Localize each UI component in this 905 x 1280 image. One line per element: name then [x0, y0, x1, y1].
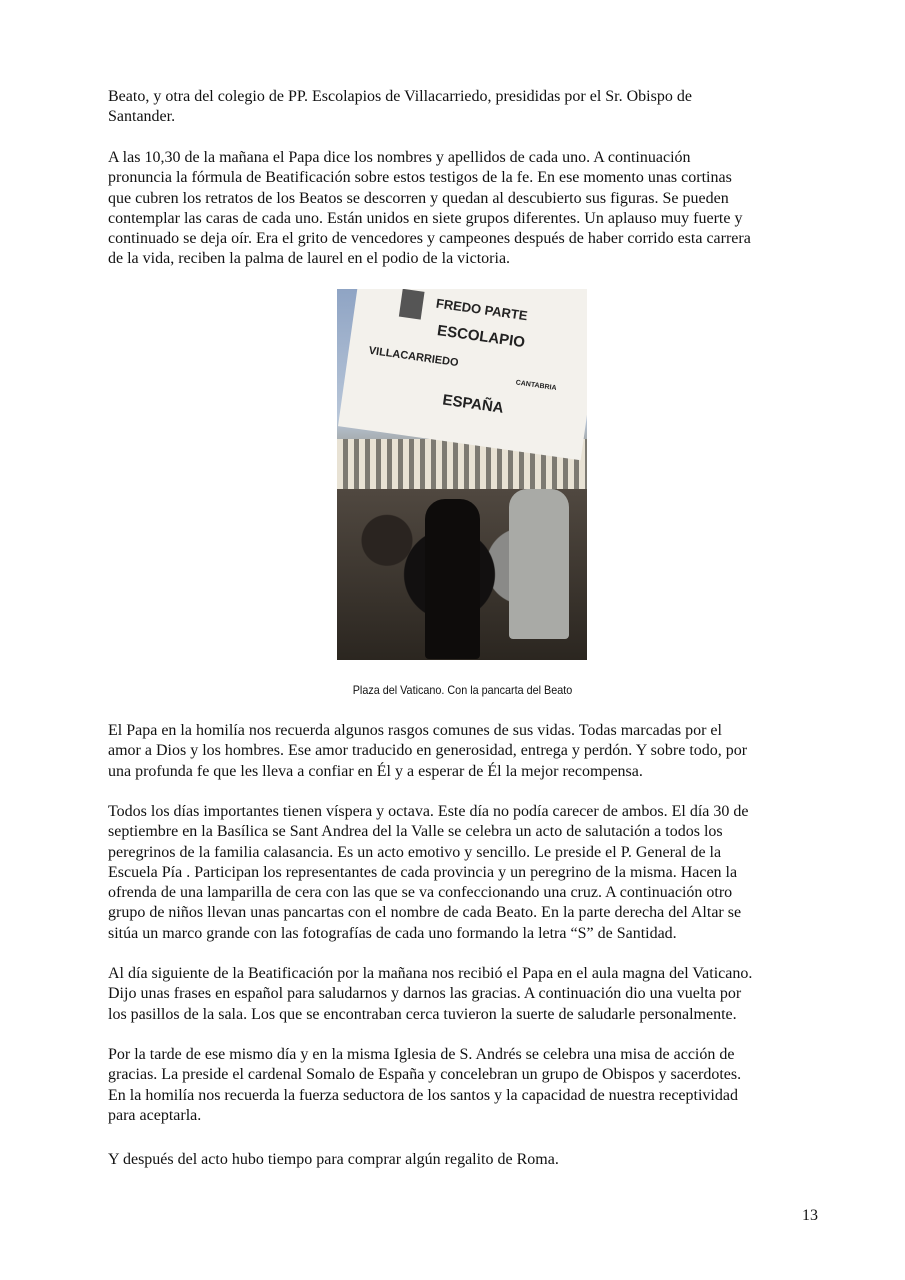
text-line: que cubren los retratos de los Beatos se descorren y quedan al descubierto sus figuras. Se pueden: [108, 189, 729, 207]
paragraph-3: [108, 721, 747, 782]
text-line: los pasillos de la sala. Los que se encontraban cerca tuvieron la suerte de saludarle personalmente.: [108, 1005, 737, 1023]
text-line: una profunda fe que les lleva a confiar en Él y a esperar de Él la mejor recompensa.: [108, 762, 643, 780]
paragraph-2: [108, 148, 751, 270]
paragraph-7: [108, 1150, 559, 1170]
banner-text: CANTABRIA: [515, 379, 557, 393]
text-line: sitúa un marco grande con las fotografías de cada uno formando la letra “S” de Santidad.: [108, 924, 677, 942]
text-line: peregrinos de la familia calasancia. Es un acto emotivo y sencillo. Le preside el P. General de la: [108, 843, 722, 861]
text-line: Por la tarde de ese mismo día y en la misma Iglesia de S. Andrés se celebra una misa de acción de: [108, 1046, 735, 1063]
page-number: 13: [802, 1207, 818, 1224]
text-line: septiembre en la Basílica se Sant Andrea del la Valle se celebra un acto de salutación a todos los: [108, 823, 723, 841]
text-line: de la vida, reciben la palma de laurel en el podio de la victoria.: [108, 250, 511, 268]
text-line: A las 10,30 de la mañana el Papa dice los nombres y apellidos de cada uno. A continuación: [108, 149, 691, 166]
text-line: El Papa en la homilía nos recuerda algunos rasgos comunes de sus vidas. Todas marcadas por el: [108, 722, 722, 739]
text-line: Dijo unas frases en español para saludarnos y darnos las gracias. A continuación dio una vuelta por: [108, 985, 742, 1003]
text-line: Escuela Pía . Participan los representantes de cada provincia y un peregrino de la misma. Hacen la: [108, 863, 738, 881]
text-line: gracias. La preside el cardenal Somalo de España y concelebran un grupo de Obispos y sacerdotes.: [108, 1066, 742, 1084]
text-line: Beato, y otra del colegio de PP. Escolapios de Villacarriedo, presididas por el Sr. Obispo de: [108, 88, 692, 105]
banner-text: FREDO PARTE: [435, 295, 529, 324]
figure-caption: Plaza del Vaticano. Con la pancarta del Beato: [352, 683, 573, 697]
text-line: grupo de niños llevan unas pancartas con el nombre de cada Beato. En la parte derecha del Altar se: [108, 904, 742, 922]
text-line: contemplar las caras de cada uno. Están unidos en siete grupos diferentes. Un aplauso muy fuerte y: [108, 209, 743, 227]
paragraph-5: [108, 964, 752, 1025]
banner-text: VILLACARRIEDO: [367, 344, 460, 370]
text-line: En la homilía nos recuerda la fuerza seductora de los santos y la capacidad de nuestra receptividad: [108, 1086, 738, 1104]
banner-text: ESPAÑA: [441, 391, 505, 417]
banner-text: ESCOLAPIO: [436, 322, 526, 352]
text-line: para aceptarla.: [108, 1106, 202, 1124]
photo-vatican-banner: [337, 289, 587, 660]
man-figure: [509, 489, 569, 639]
paragraph-6: [108, 1045, 741, 1126]
banner: [338, 289, 587, 460]
text-line: Todos los días importantes tienen víspera y octava. Este día no podía carecer de ambos. El día 30 de: [108, 803, 749, 820]
paragraph-1: [108, 87, 692, 128]
text-line: Santander.: [108, 108, 176, 126]
banner-portrait: [399, 289, 425, 320]
text-line: pronuncia la fórmula de Beatificación sobre estos testigos de la fe. En ese momento unas cortinas: [108, 169, 732, 187]
text-line: Y después del acto hubo tiempo para comprar algún regalito de Roma.: [108, 1151, 559, 1168]
text-line: ofrenda de una lamparilla de cera con las que se va confeccionando una cruz. A continuación otro: [108, 884, 733, 902]
text-line: Al día siguiente de la Beatificación por la mañana nos recibió el Papa en el aula magna del Vaticano.: [108, 965, 753, 982]
text-line: continuado se deja oír. Era el grito de vencedores y campeones después de haber corrido esta carrera: [108, 230, 751, 248]
text-line: amor a Dios y los hombres. Ese amor traducido en generosidad, entrega y perdón. Y sobre todo, por: [108, 742, 748, 760]
monk-figure: [425, 499, 480, 659]
paragraph-4: [108, 802, 748, 944]
